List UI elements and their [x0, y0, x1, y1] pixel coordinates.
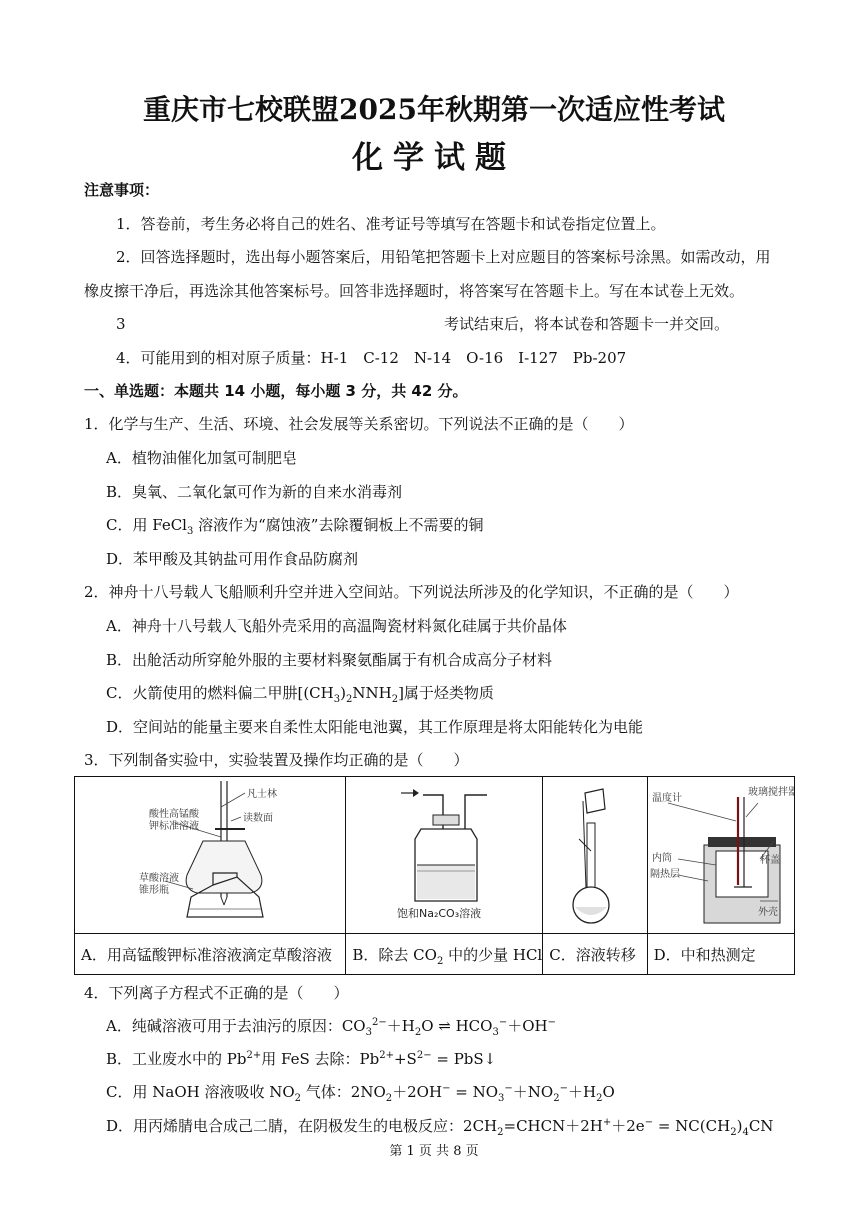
q4-d-post: CN	[748, 1117, 774, 1135]
q2-option-a: A．神舟十八号载人飞船外壳采用的高温陶瓷材料氮化硅属于共价晶体	[106, 617, 567, 635]
q4-c-pre: C．用 NaOH 溶液吸收 NO	[106, 1083, 295, 1101]
calorimeter-figure	[648, 777, 794, 929]
q4-c-sup1: −	[442, 1083, 451, 1094]
q4-c-mid2: ＋2OH	[392, 1083, 443, 1101]
q3-figure-c-cell	[543, 777, 647, 934]
volumetric-flask-figure	[543, 777, 646, 929]
fig-d-label-6: 外壳	[757, 907, 778, 918]
page-footer: 第 1 页 共 8 页	[389, 1144, 479, 1159]
q4-c-s2: 2	[385, 1093, 393, 1104]
q4-d-s1: 2	[497, 1127, 504, 1138]
q4-c-s5: 2	[596, 1093, 603, 1104]
q3-figure-a-cell	[75, 777, 346, 934]
q3-caption-b	[346, 934, 543, 975]
exam-subtitle: 化学试题	[352, 140, 516, 176]
q4-d-mid: =CHCN＋2H	[503, 1117, 603, 1135]
q4-option-b	[106, 1049, 496, 1069]
q4-d-mid2: ＋2e	[611, 1117, 645, 1135]
q4-stem: 4．下列离子方程式不正确的是（ ）	[84, 984, 349, 1002]
q4-c-sup2: −	[504, 1083, 513, 1094]
q4-option-a	[106, 1016, 556, 1036]
q3-caption-d: D．中和热测定	[647, 934, 794, 975]
q4-a-mid2: O ⇌ HCO	[421, 1017, 493, 1035]
note-2a: 2．回答选择题时，选出每小题答案后，用铅笔把答题卡上对应题目的答案标号涂黑。如需改动，用	[116, 248, 771, 266]
fig-a-label-2: 钾标准溶液	[149, 821, 200, 832]
q2-c-pre: C．火箭使用的燃料偏二甲肼[(CH	[106, 684, 334, 702]
fig-b-label: 饱和Na₂CO₃溶液	[397, 907, 482, 920]
q4-c-s3: 3	[498, 1093, 505, 1104]
q4-b-pre: B．工业废水中的 Pb	[106, 1050, 247, 1068]
notes-heading: 注意事项：	[84, 181, 160, 199]
q2-c-mid: )	[340, 684, 346, 702]
q3-caption-a: A．用高锰酸钾标准溶液滴定草酸溶液	[75, 934, 346, 975]
q4-option-d	[106, 1116, 773, 1136]
fig-d-label-1: 温度计	[651, 793, 682, 804]
q1-option-d: D．苯甲酸及其钠盐可用作食品防腐剂	[106, 550, 359, 568]
q4-b-sup3: 2−	[416, 1050, 432, 1061]
q1-stem: 1．化学与生产、生活、环境、社会发展等关系密切。下列说法不正确的是（ ）	[84, 415, 634, 433]
fig-a-label-4: 草酸溶液	[139, 873, 180, 884]
q4-c-mid3: = NO	[450, 1083, 498, 1101]
q4-d-mid4: )	[736, 1117, 743, 1135]
q4-b-mid2: +S	[393, 1050, 417, 1068]
q4-b-mid: 用 FeS 去除：Pb	[261, 1050, 380, 1068]
fig-a-label-5: 凡士林	[247, 789, 278, 800]
q1-option-b: B．臭氧、二氧化氯可作为新的自来水消毒剂	[106, 483, 403, 501]
q4-c-s4: 2	[553, 1093, 560, 1104]
q4-d-pre: D．用丙烯腈电合成己二腈，在阴极发生的电极反应：2CH	[106, 1117, 498, 1135]
q1-option-a: A．植物油催化加氢可制肥皂	[106, 449, 297, 467]
section-1-heading: 一、单选题：本题共 14 小题，每小题 3 分，共 42 分。	[84, 382, 468, 400]
q4-option-c	[106, 1082, 615, 1102]
q3-figure-b-cell	[346, 777, 543, 934]
q3-cap-b-post: 中的少量 HCl	[443, 945, 543, 964]
q2-c-sub2: 2	[345, 694, 353, 705]
q2-c-sub1: 3	[333, 694, 341, 705]
q2-c-mid2: NNH	[352, 684, 392, 702]
q4-c-sup3: −	[559, 1083, 568, 1094]
q4-b-sup1: 2+	[246, 1050, 262, 1061]
fig-d-label-3: 内筒	[651, 853, 672, 864]
q3-cap-b-pre: B．除去 CO	[352, 945, 437, 964]
note-1: 1．答卷前，考生务必将自己的姓名、准考证号等填写在答题卡和试卷指定位置上。	[116, 215, 666, 233]
q4-d-s3: 4	[742, 1127, 749, 1138]
q4-a-sub2: 2	[414, 1027, 422, 1038]
q4-a-sup2: −	[498, 1017, 508, 1028]
q3-stem: 3．下列制备实验中，实验装置及操作均正确的是（ ）	[84, 751, 469, 769]
note-3-number: 3	[116, 315, 126, 333]
fig-a-label-3: 锥形瓶	[139, 885, 170, 896]
q4-a-sub3: 3	[492, 1027, 499, 1038]
q4-c-mid: 气体：2NO	[301, 1083, 386, 1101]
q4-c-s1: 2	[294, 1093, 302, 1104]
q3-caption-c: C．溶液转移	[543, 934, 647, 975]
q4-a-sup3: −	[547, 1017, 557, 1028]
q4-b-sup2: 2+	[379, 1050, 394, 1061]
q4-d-s2: 2	[730, 1127, 737, 1138]
note-3-text: 考试结束后，将本试卷和答题卡一并交回。	[444, 315, 730, 333]
q1-option-c	[106, 515, 483, 535]
note-4: 4．可能用到的相对原子质量：H-1 C-12 N-14 O-16 I-127 Pb-207	[116, 349, 627, 367]
q2-option-b: B．出舱活动所穿舱外服的主要材料聚氨酯属于有机合成高分子材料	[106, 651, 553, 669]
q4-c-mid4: ＋NO	[512, 1083, 554, 1101]
exam-title: 重庆市七校联盟2025年秋期第一次适应性考试	[143, 93, 725, 126]
q1-c-post: 溶液作为“腐蚀液”去除覆铜板上不需要的铜	[193, 516, 484, 534]
q4-d-sup2: −	[644, 1117, 654, 1128]
q2-c-sub3: 2	[391, 694, 399, 705]
q4-a-mid: ＋H	[386, 1017, 415, 1035]
q4-a-sub: 3	[365, 1027, 372, 1038]
q4-a-post: ＋OH	[507, 1017, 548, 1035]
q1-c-pre: C．用 FeCl	[106, 516, 187, 534]
q1-c-sub: 3	[186, 526, 194, 537]
q3-cap-b-sub: 2	[436, 955, 444, 967]
q4-d-sup1: +	[602, 1117, 612, 1128]
q2-c-post: ]属于烃类物质	[398, 684, 494, 702]
q4-a-pre: A．纯碱溶液可用于去油污的原因：CO	[106, 1017, 366, 1035]
q2-stem: 2．神舟十八号载人飞船顺利升空并进入空间站。下列说法所涉及的化学知识，不正确的是（ ）	[84, 583, 739, 601]
q4-c-post: O	[602, 1083, 615, 1101]
q2-option-d: D．空间站的能量主要来自柔性太阳能电池翼，其工作原理是将太阳能转化为电能	[106, 718, 644, 736]
q4-c-mid5: ＋H	[567, 1083, 597, 1101]
q4-a-sup: 2−	[371, 1017, 387, 1028]
q2-option-c	[106, 683, 494, 703]
fig-d-label-5: 隔热层	[649, 869, 680, 880]
fig-d-label-4: 杯盖	[759, 855, 780, 866]
q3-apparatus-table	[74, 776, 795, 975]
fig-a-label-6: 读数面	[243, 813, 274, 824]
q3-figure-d-cell	[647, 777, 794, 934]
titration-apparatus-figure	[75, 777, 345, 929]
fig-a-label-1: 酸性高锰酸	[149, 809, 200, 820]
note-2b: 橡皮擦干净后，再选涂其他答案标号。回答非选择题时，将答案写在答题卡上。写在本试卷上无效。	[84, 282, 745, 300]
gas-washing-bottle-figure	[347, 777, 541, 929]
q4-b-post: = PbS↓	[431, 1050, 497, 1068]
q4-d-mid3: = NC(CH	[653, 1117, 731, 1135]
fig-d-label-2: 玻璃搅拌器	[747, 787, 794, 798]
